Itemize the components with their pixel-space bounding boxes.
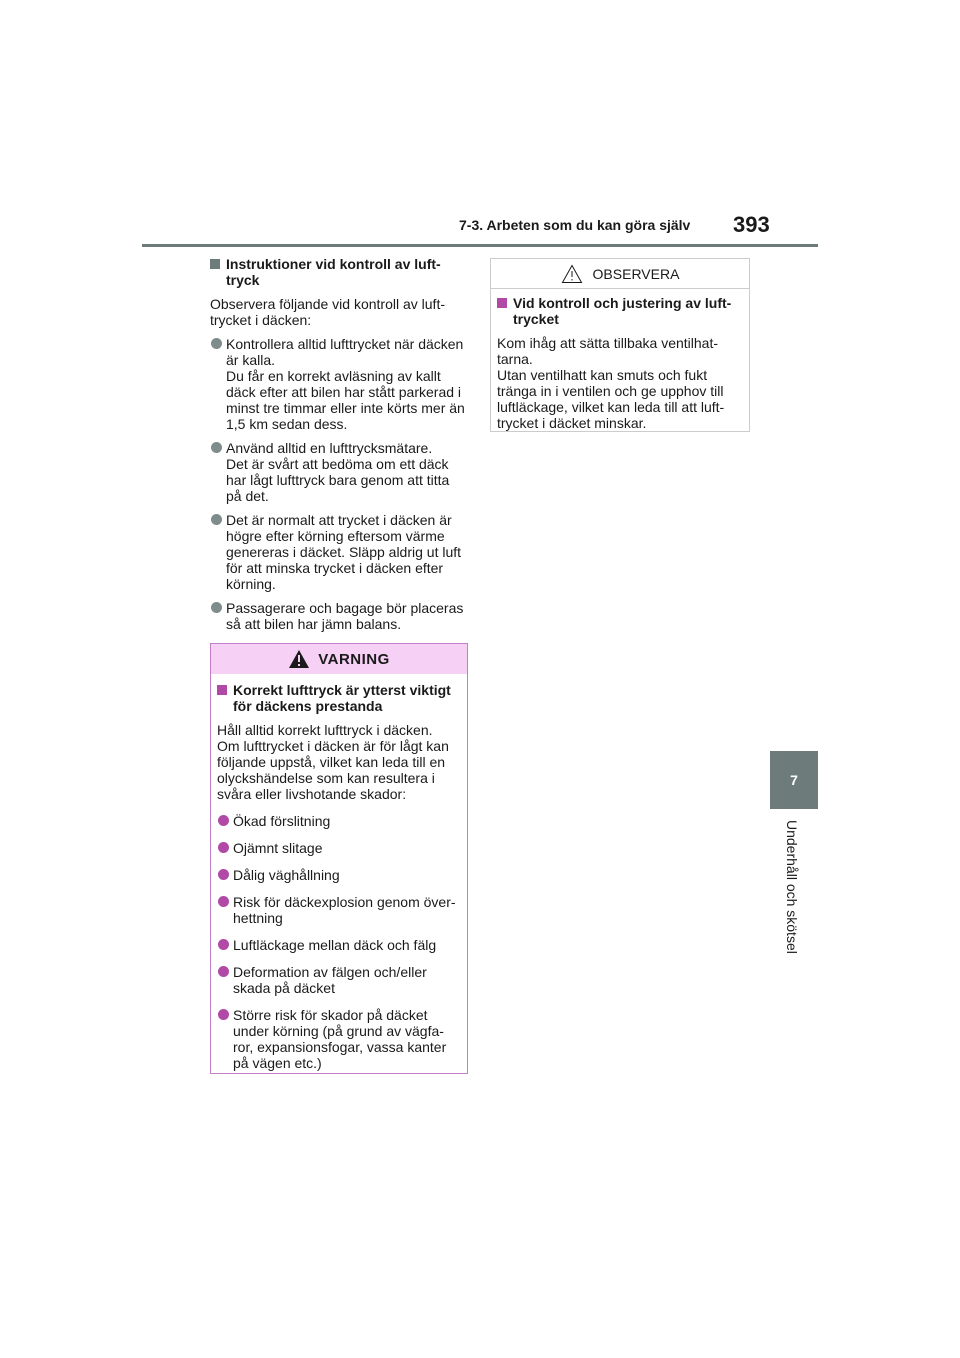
list-item-text: Det är normalt att trycket i däcken är högre efter körning eftersom värme genereras i däcket. Släpp aldrig ut luft för att minska trycket i däcken efter körning. xyxy=(226,512,462,592)
list-item-text: Använd alltid en lufttrycksmätare. Det är svårt att bedöma om ett däck har lågt lufttryck bara genom att titta på det. xyxy=(226,440,450,504)
list-item xyxy=(217,964,461,996)
bullet-dot-icon xyxy=(218,939,229,950)
list-item xyxy=(217,1007,461,1071)
list-item xyxy=(217,894,461,926)
list-item-text: Passagerare och bagage bör placeras så att bilen har jämn balans. xyxy=(226,600,464,632)
square-bullet-icon xyxy=(497,298,507,308)
warning-intro: Håll alltid korrekt lufttryck i däcken. Om lufttrycket i däcken är för lågt kan följande uppstå, vilket kan leda till en olyckshändelse som kan resultera i svåra eller livshotande skador: xyxy=(217,722,449,802)
intro-paragraph: Observera följande vid kontroll av luft- trycket i däcken: xyxy=(210,296,445,328)
list-item-text: Ojämnt slitage xyxy=(233,840,323,856)
notice-text: Kom ihåg att sätta tillbaka ventilhat- tarna. Utan ventilhatt kan smuts och fukt tränga in i ventilen och ge upphov till luftläckage, vilket kan leda till att luft- trycket i däcket minskar. xyxy=(497,335,725,431)
notice-title: OBSERVERA xyxy=(592,265,680,282)
list-item xyxy=(217,813,461,829)
chapter-title: Underhåll och skötsel xyxy=(784,820,800,954)
warning-triangle-icon xyxy=(288,649,310,669)
list-item xyxy=(210,336,472,432)
notice-heading xyxy=(497,295,743,327)
list-item-text: Kontrollera alltid lufttrycket när däcken är kalla. Du får en korrekt avläsning av kallt däck efter att bilen har stått parkerad i minst tre timmar eller inte körts mer än 1,5 km sedan dess. xyxy=(226,336,465,432)
list-item-text: Dålig väghållning xyxy=(233,867,340,883)
list-item-text: Luftläckage mellan däck och fälg xyxy=(233,937,437,953)
bullet-dot-icon xyxy=(211,338,222,349)
square-bullet-icon xyxy=(217,685,227,695)
warning-title: VARNING xyxy=(318,650,390,668)
bullet-dot-icon xyxy=(218,869,229,880)
warning-heading-text: Korrekt lufttryck är ytterst viktigt för däckens prestanda xyxy=(233,682,451,714)
warning-header xyxy=(211,644,467,674)
warning-box xyxy=(210,643,468,1074)
bullet-dot-icon xyxy=(218,1009,229,1020)
list-item-text: Deformation av fälgen och/eller skada på däcket xyxy=(233,964,427,996)
chapter-number: 7 xyxy=(790,772,798,788)
bullet-dot-icon xyxy=(218,966,229,977)
bullet-dot-icon xyxy=(218,842,229,853)
list-item xyxy=(210,512,472,592)
section-heading xyxy=(210,256,472,288)
warning-body xyxy=(211,674,467,1071)
list-item-text: Ökad förslitning xyxy=(233,813,331,829)
caution-triangle-icon xyxy=(561,264,583,284)
bullet-dot-icon xyxy=(211,442,222,453)
notice-box xyxy=(490,258,750,432)
list-item xyxy=(217,937,461,953)
heading-text: Instruktioner vid kontroll av luft- tryck xyxy=(226,256,441,288)
header-divider xyxy=(142,244,818,247)
bullet-dot-icon xyxy=(211,514,222,525)
bullet-dot-icon xyxy=(218,896,229,907)
list-item xyxy=(217,840,461,856)
section-title: 7-3. Arbeten som du kan göra själv xyxy=(459,217,691,233)
bullet-dot-icon xyxy=(211,602,222,613)
list-item xyxy=(217,867,461,883)
square-bullet-icon xyxy=(210,259,220,269)
notice-body xyxy=(491,289,749,431)
notice-heading-text: Vid kontroll och justering av luft- trycket xyxy=(513,295,732,327)
bullet-dot-icon xyxy=(218,815,229,826)
list-item xyxy=(210,440,472,504)
list-item-text: Risk för däckexplosion genom över- hettning xyxy=(233,894,456,926)
left-column xyxy=(210,256,472,632)
list-item xyxy=(210,600,472,632)
list-item-text: Större risk för skador på däcket under körning (på grund av vägfa- ror, expansionsfogar, vassa kanter på vägen etc.) xyxy=(233,1007,447,1071)
chapter-tab xyxy=(770,751,818,809)
notice-header xyxy=(491,259,749,289)
page-number: 393 xyxy=(733,212,770,237)
warning-heading xyxy=(217,682,461,714)
